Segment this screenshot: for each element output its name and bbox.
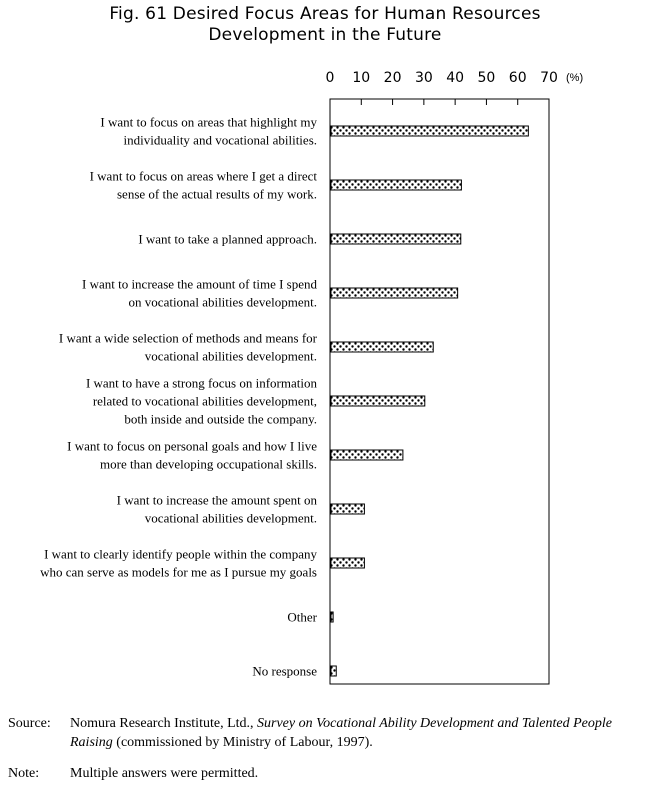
x-tick-label: 0 xyxy=(325,70,335,86)
chart-title-line-1: Fig. 61 Desired Focus Areas for Human Resources xyxy=(109,4,541,24)
category-label: on vocational abilities development. xyxy=(128,294,317,310)
chart-title-line-2: Development in the Future xyxy=(208,25,442,45)
x-tick-label: 50 xyxy=(477,70,496,86)
bar-0 xyxy=(331,126,528,136)
x-tick-label: 40 xyxy=(446,70,465,86)
note-text: Multiple answers were permitted. xyxy=(70,766,259,781)
bar-5 xyxy=(331,396,425,406)
source-title: Survey on Vocational Ability Development and Talented People Raising xyxy=(70,716,612,750)
bar-3 xyxy=(331,288,458,298)
category-label: I want to take a planned approach. xyxy=(138,231,317,247)
category-label: I want to focus on areas that highlight my xyxy=(100,114,317,130)
x-tick-label: 20 xyxy=(383,70,402,86)
bar-7 xyxy=(331,504,364,514)
x-axis-ticks xyxy=(326,70,558,105)
note-label: Note: xyxy=(8,766,40,781)
bar-9 xyxy=(331,612,333,622)
chart-title xyxy=(0,4,650,46)
category-label: vocational abilities development. xyxy=(144,348,317,364)
category-labels xyxy=(40,115,318,679)
bars xyxy=(331,126,528,676)
footnote xyxy=(8,764,644,784)
category-label: who can serve as models for me as I pursue my goals xyxy=(40,564,317,580)
category-label: I want to increase the amount of time I spend xyxy=(81,276,317,292)
category-label: related to vocational abilities development, xyxy=(92,393,317,409)
x-tick-label: 30 xyxy=(414,70,433,86)
category-label: I want a wide selection of methods and means for xyxy=(58,330,317,346)
source-org: Nomura Research Institute, Ltd., xyxy=(70,716,258,731)
category-label: individuality and vocational abilities. xyxy=(123,132,317,148)
category-label: both inside and outside the company. xyxy=(124,411,317,427)
source-text xyxy=(70,714,642,752)
x-tick-label: 60 xyxy=(508,70,527,86)
bar-2 xyxy=(331,234,461,244)
bar-1 xyxy=(331,180,461,190)
category-label: I want to increase the amount spent on xyxy=(116,492,317,508)
bar-6 xyxy=(331,450,403,460)
source-note xyxy=(8,714,644,754)
x-tick-label: 10 xyxy=(352,70,371,86)
category-label: vocational abilities development. xyxy=(144,510,317,526)
category-label: I want to focus on areas where I get a direct xyxy=(89,168,317,184)
bar-10 xyxy=(331,666,336,676)
category-label: I want to clearly identify people within the company xyxy=(44,546,317,562)
category-label: Other xyxy=(287,609,317,625)
category-label: sense of the actual results of my work. xyxy=(116,186,317,202)
bar-chart xyxy=(0,60,650,690)
category-label: No response xyxy=(252,663,317,679)
unit-label: (%) xyxy=(566,72,584,84)
category-label: I want to focus on personal goals and how I live xyxy=(67,438,317,454)
bar-4 xyxy=(331,342,433,352)
source-label: Source: xyxy=(8,716,51,731)
source-tail: (commissioned by Ministry of Labour, 1997). xyxy=(112,735,373,750)
bar-8 xyxy=(331,558,364,568)
x-tick-label: 70 xyxy=(540,70,558,86)
category-label: more than developing occupational skills. xyxy=(100,456,317,472)
category-label: I want to have a strong focus on information xyxy=(85,375,317,391)
